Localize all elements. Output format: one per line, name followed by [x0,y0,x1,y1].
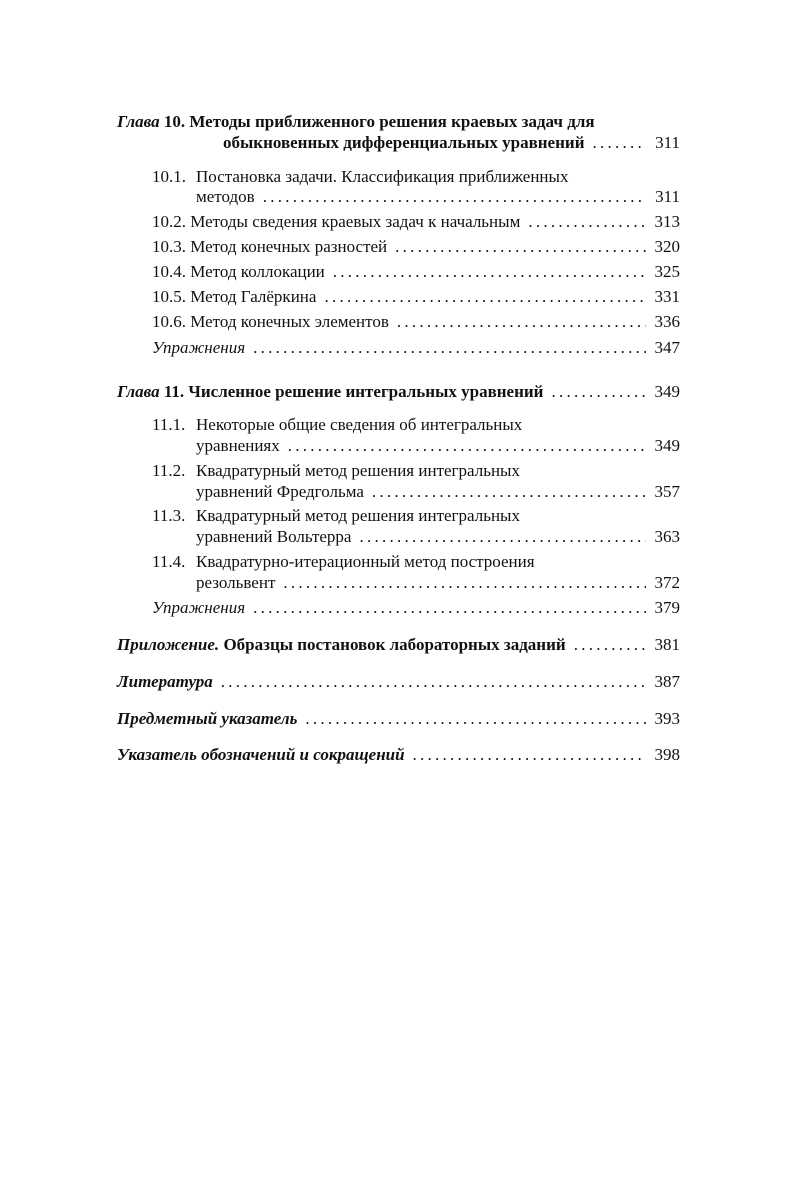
section-title: уравнений Вольтерра [196,527,352,546]
chapter-title: обыкновенных дифференциальных уравнений [223,133,585,152]
section-title: Упражнения [152,598,246,617]
toc-entry-11-3[interactable] [196,526,680,547]
section-title: Метод коллокации [190,262,325,281]
page-number: 372 [654,573,680,592]
dot-leader [305,708,646,729]
section-title: Упражнения [152,338,246,357]
page-number: 331 [654,287,680,306]
section-title: Метод Галёркина [190,287,317,306]
section-number: 10.1. [152,167,186,186]
toc-entry-11-2[interactable] [196,481,680,502]
section-number: 10.3. [152,237,186,256]
page-number: 393 [654,709,680,728]
entry-title: Указатель обозначений и сокращений [117,745,405,764]
section-title: Метод конечных разностей [190,237,388,256]
dot-leader [528,211,646,232]
section-number: 11.3. [152,506,186,525]
dot-leader [397,311,646,332]
chapter-number: 11. [163,382,185,401]
section-title: уравнений Фредгольма [196,482,364,501]
section-number: 11.1. [152,415,186,434]
page-number: 379 [654,598,680,617]
dot-leader [221,671,646,692]
page-number: 336 [654,312,680,331]
dot-leader [333,261,646,282]
dot-leader [359,526,646,547]
chapter-heading-line [117,111,595,132]
section-number: 10.5. [152,287,186,306]
chapter-prefix: Глава [117,382,160,401]
toc-entry-10-3[interactable] [152,236,680,257]
dot-leader [372,481,646,502]
section-title[interactable]: Некоторые общие сведения об интегральных [196,415,523,434]
section-number: 11.2. [152,461,186,480]
chapter-11-heading[interactable] [117,381,680,402]
chapter-prefix: Глава [117,112,160,131]
dot-leader [283,572,646,593]
page-number: 381 [654,635,680,654]
dot-leader [574,634,646,655]
section-title: уравнениях [196,436,280,455]
chapter-10-heading[interactable] [117,111,680,132]
page-number: 311 [655,187,680,206]
toc-entry-10-1[interactable] [196,186,680,207]
section-number: 11.4. [152,552,186,571]
section-number: 10.4. [152,262,186,281]
toc-entry-11-exercises[interactable] [152,597,680,618]
appendix-heading [117,634,566,655]
toc-entry-bibliography[interactable] [117,671,680,692]
chapter-heading-line [117,381,543,402]
dot-leader [395,236,646,257]
dot-leader [253,597,646,618]
page-number: 311 [655,133,680,152]
section-title[interactable]: Квадратурный метод решения интегральных [196,461,520,480]
dot-leader [413,744,646,765]
page-number: 347 [654,338,680,357]
entry-title: Литература [117,672,213,691]
toc-entry-notation-index[interactable] [117,744,680,765]
toc-entry-11-1[interactable] [196,435,680,456]
page-number: 349 [654,436,680,455]
page-number: 398 [654,745,680,764]
dot-leader [263,186,646,207]
toc-entry-10-exercises[interactable] [152,337,680,358]
dot-leader [253,337,646,358]
toc-entry-10-6[interactable] [152,311,680,332]
appendix-prefix: Приложение. [117,635,220,654]
page-number: 357 [654,482,680,501]
section-title: Метод конечных элементов [190,312,389,331]
chapter-title: Методы приближенного решения краевых задач для [189,112,595,131]
page-number: 325 [654,262,680,281]
page-number: 363 [654,527,680,546]
section-title: Методы сведения краевых задач к начальным [190,212,521,231]
entry-title: Предметный указатель [117,709,298,728]
section-title: методов [196,187,255,206]
page-number: 313 [654,212,680,231]
toc-entry-10-2[interactable] [152,211,680,232]
dot-leader [551,381,646,402]
section-title: резольвент [196,573,276,592]
chapter-title: Численное решение интегральных уравнений [188,382,544,401]
dot-leader [324,286,646,307]
section-number: 10.2. [152,212,186,231]
chapter-10-heading-cont[interactable] [223,132,680,153]
dot-leader [592,132,646,153]
section-title[interactable]: Квадратурный метод решения интегральных [196,506,520,525]
appendix-title: Образцы постановок лабораторных заданий [223,635,566,654]
page-number: 349 [654,382,680,401]
chapter-number: 10. [163,112,186,131]
toc-entry-11-4[interactable] [196,572,680,593]
toc-entry-10-4[interactable] [152,261,680,282]
toc-entry-appendix[interactable] [117,634,680,655]
section-number: 10.6. [152,312,186,331]
dot-leader [288,435,646,456]
toc-entry-10-5[interactable] [152,286,680,307]
section-title[interactable]: Квадратурно-итерационный метод построения [196,552,535,571]
page-number: 320 [654,237,680,256]
toc-entry-subject-index[interactable] [117,708,680,729]
section-title[interactable]: Постановка задачи. Классификация приближенных [196,167,569,186]
page-number: 387 [654,672,680,691]
